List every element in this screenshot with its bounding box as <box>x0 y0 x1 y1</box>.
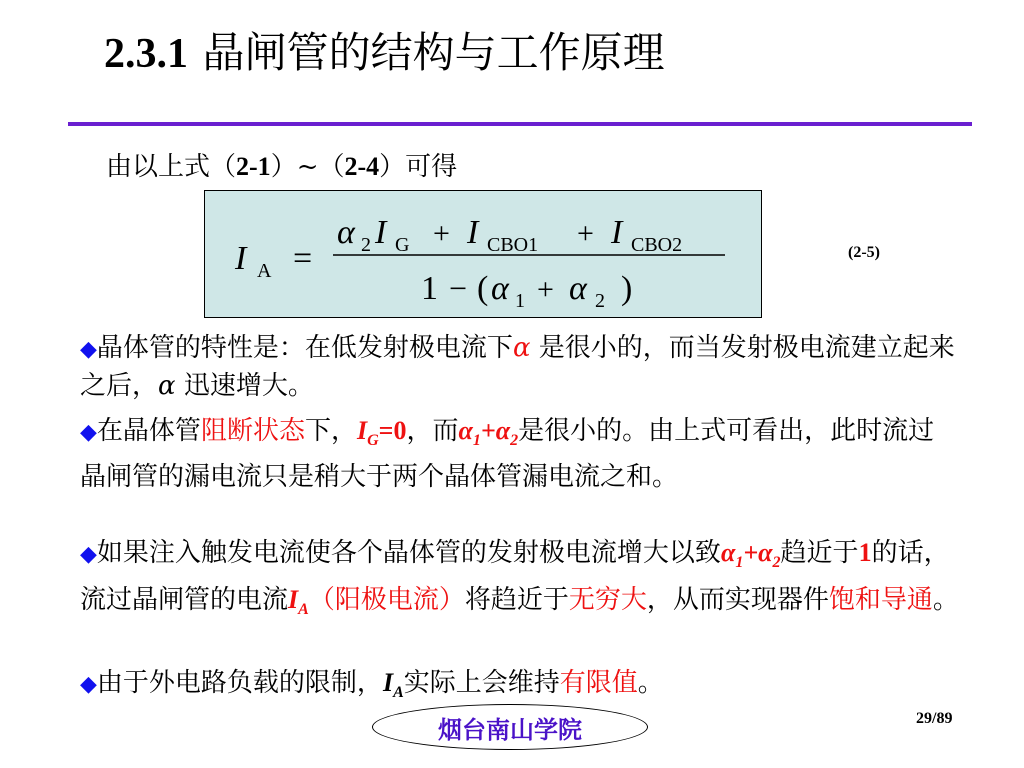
p3-a2-sub: 2 <box>772 554 781 572</box>
title-divider <box>68 122 972 126</box>
den-plus: + <box>537 273 554 306</box>
p2-a1: α <box>458 416 473 445</box>
p2-c: ，而 <box>406 416 459 446</box>
p1-a: 晶体管的特性是：在低发射极电流下 <box>96 333 513 363</box>
p4-b: 实际上会维持 <box>403 668 560 698</box>
num-plus2: + <box>577 217 594 250</box>
p2-plus: + <box>480 416 496 445</box>
p1-c: 迅速增大。 <box>183 371 314 401</box>
footer-school-name: 烟台南山学院 <box>438 714 582 744</box>
p2-ig-sub: G <box>367 432 379 450</box>
lhs-sub: A <box>257 260 272 282</box>
p4-c: 。 <box>637 668 664 698</box>
num-plus1: + <box>433 217 450 250</box>
p1-alpha2: α <box>158 371 176 401</box>
den-a1: α <box>491 270 509 307</box>
den-a2: α <box>569 270 587 307</box>
formula-svg <box>205 191 763 319</box>
p1-alpha: α <box>512 333 531 363</box>
num-cbo1: CBO1 <box>487 234 539 256</box>
num-I-sub: G <box>395 234 410 256</box>
paragraph-1 <box>80 330 960 405</box>
lhs-I: I <box>235 240 247 277</box>
formula-box <box>204 190 762 318</box>
p3-anode-current: （阳极电流） <box>308 585 465 616</box>
paragraph-3 <box>80 534 960 628</box>
p3-g: 。 <box>932 585 959 616</box>
p3-f: ，从而实现器件 <box>646 585 829 616</box>
equation-number: (2-5) <box>848 244 880 261</box>
p4-ia-letter: I <box>382 668 394 697</box>
p3-ia-sub: A <box>298 601 309 619</box>
intro-ref1: 2-1 <box>236 152 271 181</box>
num-I2: I <box>467 214 479 251</box>
p2-d: 是很小的。由上式可看出，此时流过晶闸管的漏电流只是稍大于两个晶体管漏电流之和。 <box>80 416 935 493</box>
p2-a2-sub: 2 <box>510 432 519 450</box>
page-number: 29/89 <box>916 710 953 727</box>
p2-highlight: 阻断状态 <box>200 416 305 446</box>
equals-sign: = <box>293 240 313 277</box>
p3-one: 1 <box>858 538 872 567</box>
diamond-bullet-icon: ◆ <box>80 420 97 445</box>
den-one: 1 <box>421 270 438 307</box>
diamond-bullet-icon: ◆ <box>80 542 97 567</box>
title-text: 晶闸管的结构与工作原理 <box>202 28 665 77</box>
intro-suffix: ）可得 <box>379 152 458 182</box>
p3-a2: α <box>758 538 773 567</box>
slide-title <box>104 20 665 80</box>
den-minus: − <box>449 270 468 306</box>
p3-alpha-sum <box>720 538 781 572</box>
p2-b: 下， <box>304 416 357 446</box>
intro-prefix: 由以上式（ <box>106 152 237 182</box>
intro-line <box>106 146 457 183</box>
p2-a: 在晶体管 <box>96 416 201 446</box>
den-a1-sub: 1 <box>515 290 525 312</box>
num-I3: I <box>611 214 623 251</box>
p3-a1-sub: 1 <box>735 554 744 572</box>
p4-finite: 有限值 <box>559 668 638 698</box>
p3-plus: + <box>743 538 759 567</box>
p3-ia <box>288 585 309 619</box>
diamond-bullet-icon: ◆ <box>80 672 97 697</box>
p3-e: 将趋近于 <box>464 585 569 616</box>
p3-a: 如果注入触发电流使各个晶体管的发射极电流增大以致 <box>96 538 721 568</box>
intro-mid: ）~（ <box>270 152 345 182</box>
p1-b: 是很小的，而当发射极电流建立起来之后， <box>80 333 955 401</box>
p3-infinity: 无穷大 <box>568 585 647 616</box>
p3-c: 的话，流过晶闸管的电流 <box>80 538 950 616</box>
paragraph-2 <box>80 412 960 496</box>
p2-ig <box>356 416 379 450</box>
p2-alpha-sum <box>458 416 519 450</box>
num-cbo2: CBO2 <box>631 234 683 256</box>
num-I: I <box>375 214 387 251</box>
den-open: ( <box>477 270 489 307</box>
den-close: ) <box>621 270 633 307</box>
p4-ia <box>382 668 404 702</box>
den-a2-sub: 2 <box>595 290 605 312</box>
p3-ia-letter: I <box>288 585 299 615</box>
num-alpha-sub: 2 <box>361 234 371 256</box>
p4-ia-sub: A <box>393 684 404 702</box>
p3-saturation: 饱和导通 <box>828 585 933 616</box>
num-alpha: α <box>337 214 355 251</box>
p2-ig-letter: I <box>356 416 368 445</box>
p2-eq: =0 <box>378 416 407 445</box>
footer-school-oval <box>372 704 648 750</box>
p2-a2: α <box>495 416 511 445</box>
diamond-bullet-icon: ◆ <box>80 337 97 362</box>
p3-a1: α <box>720 538 736 567</box>
p2-a1-sub: 1 <box>472 432 481 450</box>
title-number: 2.3.1 <box>104 31 188 77</box>
p3-b: 趋近于 <box>780 538 859 568</box>
intro-ref2: 2-4 <box>344 152 380 181</box>
p4-a: 由于外电路负载的限制， <box>96 668 383 698</box>
